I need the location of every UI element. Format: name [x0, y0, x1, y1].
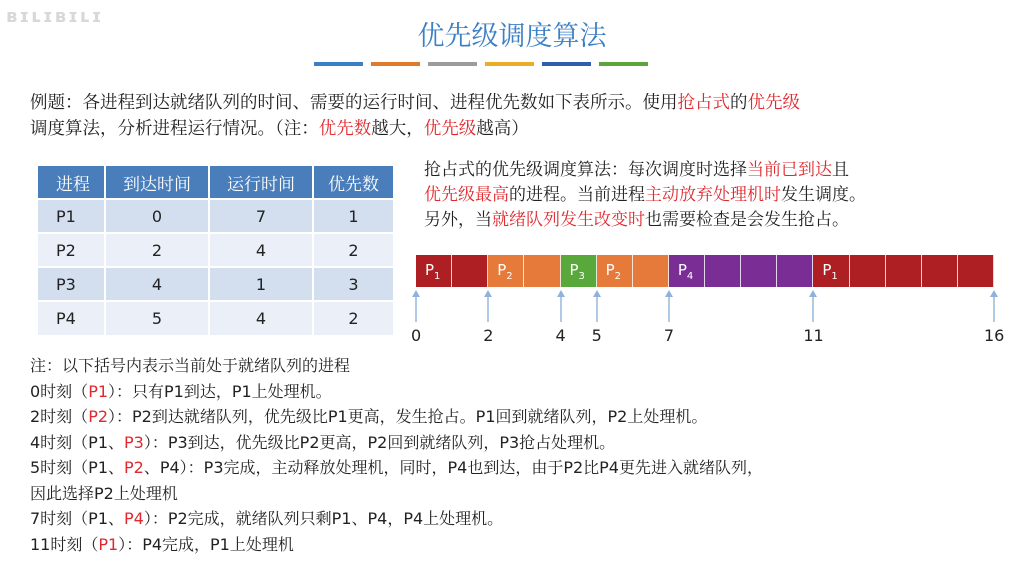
- gantt-segment-label: $P_1$: [822, 261, 838, 282]
- note-text: ）：P3到达，优先级比P2更高，P2回到就绪队列，P3抢占处理机。: [143, 432, 616, 452]
- table-header: 运行时间: [209, 166, 313, 199]
- gantt-cell-p1: [886, 255, 922, 287]
- note-line: [30, 506, 1010, 532]
- table-row: [37, 233, 393, 267]
- title-decoration: [314, 62, 648, 66]
- gantt-segment-label: $P_1$: [425, 261, 441, 282]
- table-cell: 7: [209, 199, 313, 233]
- time-tick-label: 5: [591, 326, 602, 345]
- time-tick-label: 7: [663, 326, 675, 345]
- note-text: ）：P2到达就绪队列，优先级比P1更高，发生抢占。P1回到就绪队列，P2上处理机。: [108, 407, 708, 426]
- table-cell: 2: [313, 233, 393, 267]
- gantt-segment-label-sub: 4: [686, 271, 694, 282]
- time-tick-label: 0: [411, 326, 422, 345]
- table-cell: 1: [313, 199, 393, 233]
- note-text: ）：P2完成，就绪队列只剩P1、P4，P4上处理机。: [143, 509, 504, 528]
- note-text: 7时刻（P1、: [30, 509, 125, 528]
- title-bar: [485, 62, 534, 66]
- time-arrow: [483, 290, 493, 322]
- time-tick-label: 16: [984, 326, 1005, 345]
- intro-highlight: 优先数: [318, 119, 372, 139]
- time-arrow: [411, 290, 421, 322]
- rule-highlight: 主动放弃处理机时: [645, 185, 781, 205]
- table-row: [37, 199, 393, 233]
- time-arrow: [664, 290, 674, 322]
- intro-text: 例题：各进程到达就绪队列的时间、需要的运行时间、进程优先数如下表所示。使用: [30, 93, 678, 113]
- note-text: 、P4）：P3完成，主动释放处理机，同时，P4也到达，由于P2比P4更先进入就绪队列，: [143, 458, 763, 477]
- note-text: 因此选择P2上处理机: [30, 483, 178, 503]
- rule-text: 的进程。当前进程: [509, 185, 645, 205]
- gantt-segment-label: $P_4$: [677, 261, 694, 282]
- time-tick-label: 2: [483, 326, 494, 345]
- algorithm-rule: [424, 158, 984, 233]
- note-text: 0时刻（: [30, 381, 89, 401]
- gantt-segment-label: $P_3$: [569, 261, 585, 282]
- problem-statement: [30, 90, 990, 142]
- note-highlight: P4: [124, 509, 144, 528]
- rule-text: 另外，当: [424, 210, 492, 230]
- rule-highlight: 当前已到达: [747, 160, 832, 180]
- note-line: [30, 404, 1010, 430]
- intro-text: 的: [730, 93, 748, 113]
- rule-text: 且: [832, 160, 849, 180]
- table-header-row: [37, 166, 393, 199]
- table-cell: 1: [209, 267, 313, 301]
- time-arrow: [592, 290, 602, 322]
- rule-highlight: 就绪队列发生改变时: [492, 210, 645, 230]
- table-cell: 4: [105, 267, 209, 301]
- table-cell: 3: [313, 267, 393, 301]
- note-line: [30, 481, 1010, 507]
- note-line: [30, 430, 1010, 456]
- rule-highlight: 优先级最高: [424, 185, 509, 205]
- table-cell: 2: [105, 233, 209, 267]
- note-line: [30, 353, 1010, 379]
- note-highlight: P3: [124, 432, 144, 452]
- gantt-chart: [416, 255, 996, 287]
- table-cell: 5: [105, 301, 209, 335]
- gantt-cell-p2: [633, 255, 669, 287]
- table-cell: 4: [209, 301, 313, 335]
- gantt-cell-p1: [452, 255, 488, 287]
- gantt-segment-label-sub: 3: [578, 271, 585, 282]
- note-highlight: P1: [88, 381, 109, 401]
- title-bar: [542, 62, 591, 66]
- table-header: 优先数: [313, 166, 393, 199]
- time-arrow: [556, 290, 566, 322]
- gantt-cell-p1: [958, 255, 994, 287]
- intro-text: 越高）: [476, 119, 529, 139]
- page-title: 优先级调度算法: [417, 21, 607, 52]
- note-highlight: P2: [88, 407, 109, 426]
- note-text: 注：以下括号内表示当前处于就绪队列的进程: [30, 356, 351, 375]
- gantt-segment-label-sub: 1: [434, 271, 441, 282]
- note-text: 11时刻（: [30, 534, 99, 554]
- note-text: ）：P4完成，P1上处理机: [118, 534, 294, 554]
- gantt-cell-p4: [777, 255, 813, 287]
- note-text: 5时刻（P1、: [30, 458, 125, 477]
- table-cell: 0: [105, 199, 209, 233]
- title-bar: [371, 62, 420, 66]
- table-cell: P1: [37, 199, 105, 233]
- table-cell: 4: [209, 233, 313, 267]
- title-bar: [428, 62, 477, 66]
- table-row: [37, 301, 393, 335]
- process-table: [36, 166, 393, 335]
- intro-highlight: 优先级: [423, 119, 477, 139]
- note-text: 4时刻（P1、: [30, 432, 125, 452]
- intro-text: 调度算法，分析进程运行情况。（注：: [30, 119, 319, 139]
- gantt-segment-label-sub: 2: [614, 271, 622, 282]
- time-tick-label: 11: [803, 326, 824, 345]
- gantt-segment-label-sub: 1: [831, 271, 838, 282]
- table-cell: 2: [313, 301, 393, 335]
- time-arrow: [808, 290, 818, 322]
- gantt-cell-p4: [705, 255, 741, 287]
- table-cell: P2: [37, 233, 105, 267]
- note-line: [30, 455, 1010, 481]
- note-text: 2时刻（: [30, 407, 89, 426]
- intro-text: 越大，: [371, 119, 424, 139]
- title-bar: [314, 62, 363, 66]
- gantt-segment-label: $P_2$: [605, 261, 622, 282]
- gantt-segment-label-sub: 2: [506, 271, 513, 282]
- table-cell: P4: [37, 301, 105, 335]
- table-cell: P3: [37, 267, 105, 301]
- table-header: 进程: [37, 166, 105, 199]
- watermark-logo: ʙɪʟɪʙɪʟɪ: [6, 6, 104, 27]
- rule-text: 发生调度。: [781, 185, 866, 205]
- note-highlight: P2: [124, 458, 144, 477]
- timeline-notes: [30, 353, 1010, 557]
- note-line: [30, 379, 1010, 405]
- gantt-cell-p1: [922, 255, 958, 287]
- time-arrow: [989, 290, 999, 322]
- gantt-cell-p1: [850, 255, 886, 287]
- time-tick-label: 4: [555, 326, 566, 345]
- rule-text: 也需要检查是会发生抢占。: [645, 210, 849, 230]
- note-line: [30, 532, 1010, 558]
- intro-highlight: 优先级: [747, 93, 800, 113]
- rule-text: 抢占式的优先级调度算法：每次调度时选择: [424, 160, 747, 180]
- table-header: 到达时间: [105, 166, 209, 199]
- gantt-segment-label: $P_2$: [497, 261, 513, 282]
- title-bar: [599, 62, 648, 66]
- gantt-cell-p4: [741, 255, 777, 287]
- intro-highlight: 抢占式: [677, 93, 730, 113]
- gantt-cell-p2: [524, 255, 560, 287]
- note-text: ）：只有P1到达，P1上处理机。: [108, 381, 332, 401]
- table-row: [37, 267, 393, 301]
- note-highlight: P1: [98, 534, 119, 554]
